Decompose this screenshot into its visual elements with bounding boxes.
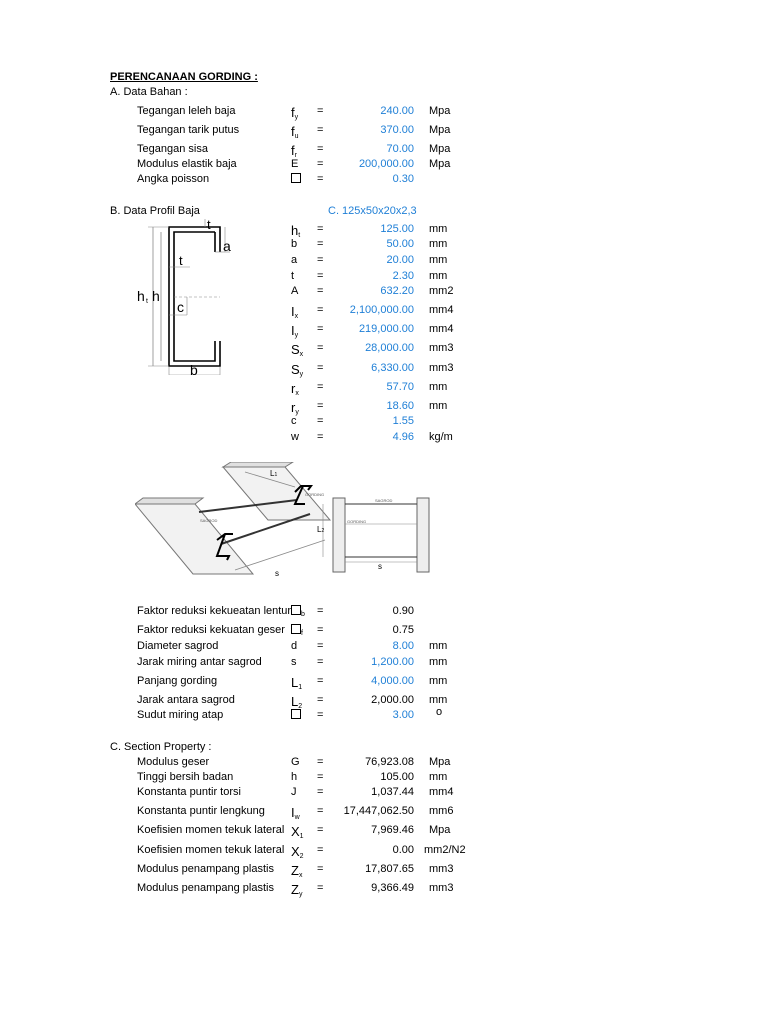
row-label: Modulus geser: [137, 756, 210, 768]
profile-designation: C. 125x50x20x2,3: [328, 205, 417, 217]
label-c: c: [177, 299, 184, 315]
row-symbol: $h_t$: [291, 223, 301, 239]
row-symbol: J: [291, 786, 297, 798]
label-gording-right: GORDING: [347, 519, 367, 524]
data-row: [0, 143, 768, 157]
row-equals: =: [317, 254, 324, 266]
data-row: [0, 270, 768, 284]
row-symbol: h: [291, 771, 298, 783]
row-value: 200,000.00: [358, 158, 414, 170]
data-row: [0, 624, 768, 638]
data-row: [0, 431, 768, 445]
row-symbol: $L_1$: [291, 675, 303, 691]
row-equals: =: [317, 694, 324, 706]
row-label: Konstanta puntir lengkung: [137, 805, 265, 817]
row-symbol: t: [291, 270, 295, 282]
row-unit: mm: [429, 656, 448, 668]
data-row: [0, 238, 768, 252]
row-value: 105.00: [380, 771, 414, 783]
row-label: Diameter sagrod: [137, 640, 219, 652]
row-symbol: $X_2$: [291, 844, 304, 860]
row-value: 8.00: [392, 640, 414, 652]
row-value: 3.00: [392, 709, 414, 721]
data-row: [0, 158, 768, 172]
row-symbol: A: [291, 285, 299, 297]
phi-symbol-box: b: [291, 605, 305, 618]
row-equals: =: [317, 158, 324, 170]
data-row: [0, 824, 768, 838]
row-equals: =: [317, 605, 324, 617]
row-label: Jarak antara sagrod: [137, 694, 235, 706]
data-row: [0, 254, 768, 268]
row-symbol: $I_w$: [291, 805, 300, 821]
data-row: [0, 362, 768, 376]
section-b-heading: B. Data Profil Baja: [110, 205, 200, 217]
row-symbol: $L_2$: [291, 694, 303, 710]
row-unit: mm3: [429, 882, 454, 894]
row-value: 4.96: [392, 431, 414, 443]
row-label: Koefisien momen tekuk lateral: [137, 824, 285, 836]
label-s-left: s: [275, 569, 279, 578]
row-equals: =: [317, 381, 324, 393]
row-value: 0.00: [392, 844, 414, 856]
section-c-heading: C. Section Property :: [110, 741, 212, 753]
row-equals: =: [317, 882, 324, 894]
row-symbol: w: [291, 431, 299, 443]
row-unit: mm: [429, 400, 448, 412]
row-value: 0.30: [392, 173, 414, 185]
row-symbol: $X_1$: [291, 824, 304, 840]
label-sagrod-right: SAGROD: [375, 498, 393, 503]
row-unit: mm4: [429, 786, 454, 798]
row-unit: mm4: [429, 304, 454, 316]
label-sagrod: SAGROD: [200, 518, 218, 523]
data-row: [0, 124, 768, 138]
row-value: 2,000.00: [371, 694, 414, 706]
label-ht-sub: t: [146, 298, 148, 305]
row-unit: mm: [429, 675, 448, 687]
row-symbol: $r_x$: [291, 381, 299, 397]
data-row: [0, 882, 768, 896]
data-row: [0, 656, 768, 670]
row-value: 0.90: [392, 605, 414, 617]
row-value: 1,037.44: [371, 786, 414, 798]
data-row: [0, 223, 768, 237]
row-label: Faktor reduksi kekuatan geser: [137, 624, 285, 636]
row-unit: mm: [429, 223, 448, 235]
data-row: [0, 323, 768, 337]
row-equals: =: [317, 270, 324, 282]
degree-unit: o: [436, 706, 443, 718]
data-row: [0, 756, 768, 770]
label-gording: GORDING: [305, 492, 325, 497]
phi-symbol-box: f: [291, 624, 303, 637]
row-value: 219,000.00: [358, 323, 414, 335]
row-unit: Mpa: [429, 124, 451, 136]
row-label: Tegangan leleh baja: [137, 105, 236, 117]
row-equals: =: [317, 824, 324, 836]
row-unit: Mpa: [429, 143, 451, 155]
row-unit: mm: [429, 270, 448, 282]
row-unit: mm: [429, 640, 448, 652]
row-equals: =: [317, 431, 324, 443]
row-value: 76,923.08: [365, 756, 414, 768]
row-value: 4,000.00: [371, 675, 414, 687]
row-unit: mm: [429, 694, 448, 706]
row-equals: =: [317, 323, 324, 335]
row-symbol: E: [291, 158, 299, 170]
row-symbol: $r_y$: [291, 400, 299, 416]
row-label: Sudut miring atap: [137, 709, 224, 721]
row-label: Modulus penampang plastis: [137, 882, 274, 894]
row-value: 20.00: [386, 254, 414, 266]
row-symbol: s: [291, 656, 297, 668]
data-row: [0, 863, 768, 877]
label-l1: L1: [270, 469, 278, 478]
row-value: 57.70: [386, 381, 414, 393]
label-t-top: t: [207, 217, 211, 232]
label-ht: h: [137, 288, 145, 304]
row-unit: Mpa: [429, 824, 451, 836]
row-symbol: d: [291, 640, 298, 652]
row-symbol: $f_u$: [291, 124, 299, 140]
row-symbol: $S_y$: [291, 362, 304, 378]
row-label: Faktor reduksi kekueatan lentur: [137, 605, 292, 617]
row-value: 50.00: [386, 238, 414, 250]
label-a: a: [223, 238, 231, 254]
row-value: 1,200.00: [371, 656, 414, 668]
row-label: Jarak miring antar sagrod: [137, 656, 262, 668]
row-unit: Mpa: [429, 756, 451, 768]
row-equals: =: [317, 844, 324, 856]
row-unit: mm2/N2: [424, 844, 466, 856]
row-label: Koefisien momen tekuk lateral: [137, 844, 285, 856]
roof-purlin-diagram: [135, 462, 435, 582]
data-row: [0, 400, 768, 414]
section-a-heading: A. Data Bahan :: [110, 86, 188, 98]
row-unit: mm4: [429, 323, 454, 335]
row-value: 2,100,000.00: [349, 304, 414, 316]
row-equals: =: [317, 362, 324, 374]
row-unit: Mpa: [429, 158, 451, 170]
row-equals: =: [317, 173, 324, 185]
data-row: [0, 771, 768, 785]
row-symbol: G: [291, 756, 300, 768]
data-row: [0, 173, 768, 187]
data-row: [0, 105, 768, 119]
row-unit: mm6: [429, 805, 454, 817]
row-symbol: $f_y$: [291, 105, 299, 121]
row-value: 0.75: [392, 624, 414, 636]
row-label: Angka poisson: [137, 173, 210, 185]
row-unit: mm: [429, 381, 448, 393]
row-symbol: $I_y$: [291, 323, 299, 339]
row-equals: =: [317, 223, 324, 235]
row-label: Konstanta puntir torsi: [137, 786, 241, 798]
data-row: [0, 675, 768, 689]
row-value: 125.00: [380, 223, 414, 235]
nu-symbol-box: [291, 173, 301, 185]
data-row: [0, 694, 768, 708]
row-label: Tegangan tarik putus: [137, 124, 240, 136]
row-symbol: a: [291, 254, 298, 266]
row-symbol: $Z_x$: [291, 863, 303, 879]
row-symbol: b: [291, 238, 298, 250]
row-equals: =: [317, 863, 324, 875]
data-row: [0, 605, 768, 619]
row-label: Modulus elastik baja: [137, 158, 237, 170]
row-equals: =: [317, 756, 324, 768]
row-unit: mm: [429, 254, 448, 266]
row-symbol: c: [291, 415, 297, 427]
row-label: Panjang gording: [137, 675, 218, 687]
row-value: 6,330.00: [371, 362, 414, 374]
row-unit: mm3: [429, 342, 454, 354]
data-row: [0, 786, 768, 800]
row-unit: kg/m: [429, 431, 453, 443]
row-equals: =: [317, 238, 324, 250]
data-row: [0, 805, 768, 819]
data-row: [0, 342, 768, 356]
row-value: 70.00: [386, 143, 414, 155]
row-symbol: $I_x$: [291, 304, 299, 320]
label-b: b: [190, 362, 198, 375]
row-equals: =: [317, 675, 324, 687]
data-row: [0, 415, 768, 429]
data-row: [0, 285, 768, 299]
row-equals: =: [317, 143, 324, 155]
row-equals: =: [317, 771, 324, 783]
row-equals: =: [317, 400, 324, 412]
row-label: Tegangan sisa: [137, 143, 208, 155]
row-equals: =: [317, 415, 324, 427]
label-l2: L2: [317, 525, 325, 534]
row-unit: mm2: [429, 285, 454, 297]
row-equals: =: [317, 786, 324, 798]
row-equals: =: [317, 805, 324, 817]
label-s-right: s: [378, 562, 382, 571]
row-equals: =: [317, 342, 324, 354]
row-value: 17,447,062.50: [343, 805, 414, 817]
row-value: 9,366.49: [371, 882, 414, 894]
label-t-web: t: [179, 253, 183, 268]
row-equals: =: [317, 656, 324, 668]
row-value: 28,000.00: [365, 342, 414, 354]
row-equals: =: [317, 285, 324, 297]
row-value: 2.30: [392, 270, 414, 282]
row-unit: mm: [429, 771, 448, 783]
row-value: 17,807.65: [365, 863, 414, 875]
alpha-symbol-box: [291, 709, 301, 721]
data-row: [0, 381, 768, 395]
row-value: 1.55: [392, 415, 414, 427]
row-unit: mm3: [429, 362, 454, 374]
page-title: PERENCANAAN GORDING :: [110, 71, 258, 83]
row-symbol: $S_x$: [291, 342, 304, 358]
row-unit: Mpa: [429, 105, 451, 117]
data-row: [0, 844, 768, 858]
row-equals: =: [317, 124, 324, 136]
row-equals: =: [317, 304, 324, 316]
row-value: 370.00: [380, 124, 414, 136]
row-value: 18.60: [386, 400, 414, 412]
row-value: 240.00: [380, 105, 414, 117]
data-row: [0, 304, 768, 318]
row-equals: =: [317, 709, 324, 721]
row-symbol: $Z_y$: [291, 882, 303, 898]
row-label: Modulus penampang plastis: [137, 863, 274, 875]
row-unit: mm3: [429, 863, 454, 875]
row-symbol: $f_r$: [291, 143, 297, 159]
row-value: 632.20: [380, 285, 414, 297]
data-row: [0, 706, 768, 723]
row-equals: =: [317, 640, 324, 652]
row-label: Tinggi bersih badan: [137, 771, 234, 783]
row-equals: =: [317, 624, 324, 636]
row-equals: =: [317, 105, 324, 117]
row-unit: mm: [429, 238, 448, 250]
row-value: 7,969.46: [371, 824, 414, 836]
label-h: h: [152, 288, 160, 304]
data-row: [0, 640, 768, 654]
